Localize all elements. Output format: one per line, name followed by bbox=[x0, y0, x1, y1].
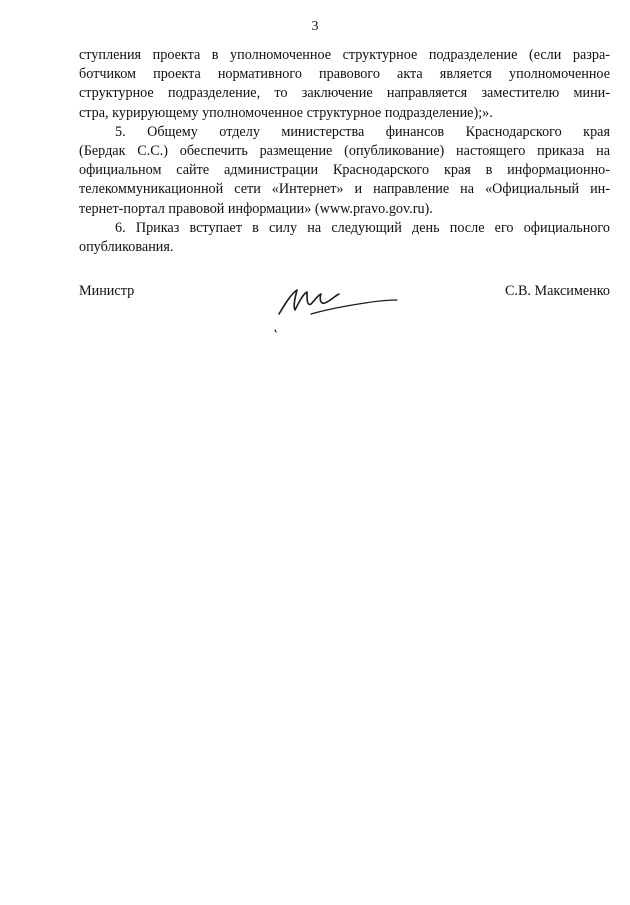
text-line: структурное подразделение, то заключение направляется заместителю мини- bbox=[79, 85, 610, 102]
page-number: 3 bbox=[311, 19, 319, 34]
text-line: официальном сайте администрации Краснодарского края в информационно- bbox=[79, 162, 610, 179]
text-line: ступления проекта в уполномоченное структурное подразделение (если разра- bbox=[79, 47, 610, 63]
signatory-name: С.В. Максименко bbox=[504, 283, 610, 299]
document-body bbox=[79, 46, 610, 257]
text-line: телекоммуникационной сети «Интернет» и направление на «Официальный ин- bbox=[79, 181, 610, 198]
text-line: стра, курирующему уполномоченное структурное подразделение);». bbox=[79, 104, 493, 121]
text-line: 6. Приказ вступает в силу на следующий день после его официального bbox=[115, 219, 610, 236]
signatory-title: Министр bbox=[79, 283, 135, 299]
text-line: 5. Общему отделу министерства финансов Краснодарского края bbox=[115, 123, 610, 140]
text-line: ботчиком проекта нормативного правового акта является уполномоченное bbox=[79, 66, 610, 83]
text-line: опубликования. bbox=[79, 239, 174, 256]
text-line: (Бердак С.С.) обеспечить размещение (опубликование) настоящего приказа на bbox=[79, 143, 610, 160]
handwritten-signature bbox=[265, 274, 405, 336]
text-line: тернет-портал правовой информации» (www.pravo.gov.ru). bbox=[79, 200, 433, 217]
